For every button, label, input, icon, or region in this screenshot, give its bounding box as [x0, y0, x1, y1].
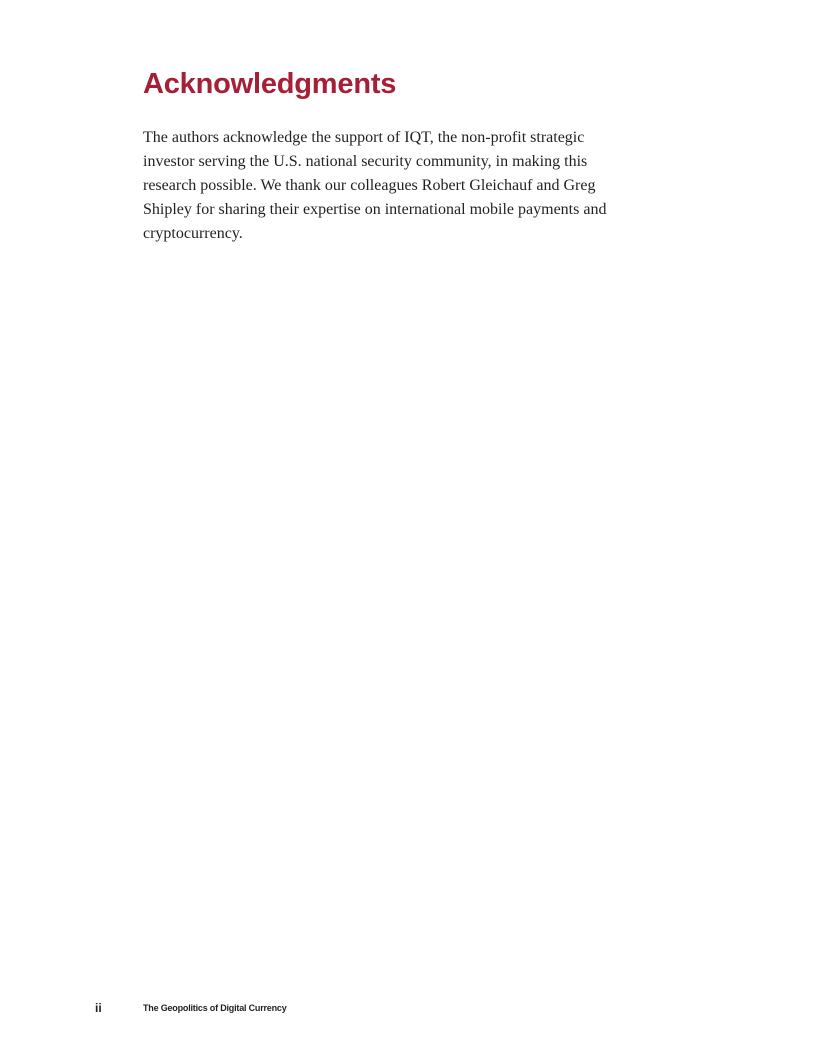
- acknowledgments-paragraph: The authors acknowledge the support of IQT, the non-profit strategic investor serving the U.S. national security community, in making this research possible. We thank our colleagues Robert Gleichauf and Greg Shipley for sharing their expertise on international mobile payments and cryptocurrency.: [143, 129, 607, 242]
- page-number: ii: [95, 1001, 102, 1015]
- page-heading: Acknowledgments: [143, 68, 397, 100]
- running-title: The Geopolitics of Digital Currency: [143, 1003, 287, 1013]
